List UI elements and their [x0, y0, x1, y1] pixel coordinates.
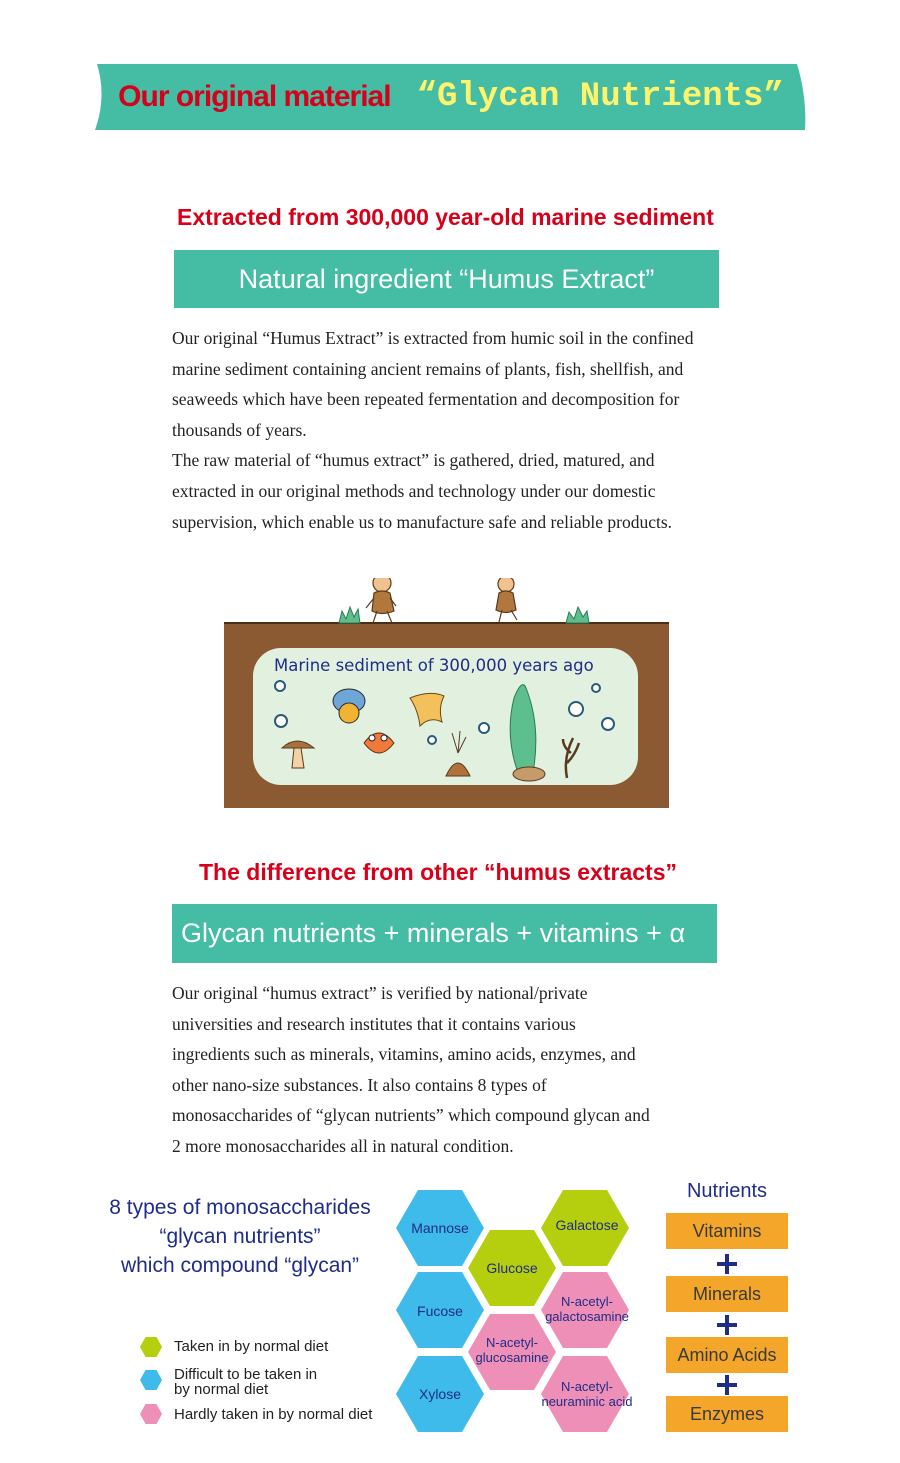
sugar-galactosamine: N-acetyl- galactosamine: [545, 1294, 629, 1324]
section1-title: Natural ingredient “Humus Extract”: [238, 263, 655, 294]
sugar-glucose: Glucose: [486, 1260, 538, 1276]
sugar-glucosamine: N-acetyl- glucosamine: [475, 1335, 549, 1365]
sediment-illustration: [224, 578, 669, 808]
legend-label: Difficult to be taken in by normal diet: [174, 1366, 318, 1398]
sugar-xylose: Xylose: [418, 1386, 462, 1402]
paragraph-line: thousands of years.: [172, 419, 307, 440]
legend-label: Hardly taken in by normal diet: [174, 1406, 373, 1423]
legend-label: Taken in by normal diet: [174, 1338, 329, 1355]
sugar-neuraminic: N-acetyl- neuraminic acid: [541, 1379, 633, 1409]
title-banner: [95, 64, 807, 130]
paragraph-line: seaweeds which have been repeated fermentation and decomposition for: [172, 389, 680, 410]
nutrient-label: Minerals: [692, 1283, 762, 1304]
plus-icon: [713, 1250, 741, 1278]
paragraph-line: marine sediment containing ancient remains of plants, fish, shellfish, and: [172, 358, 684, 379]
legend-item-normal-diet: [140, 1337, 410, 1357]
monosaccharides-title-line: “glycan nutrients”: [159, 1225, 321, 1248]
plus-icon: [713, 1371, 741, 1399]
section2-title: Glycan nutrients + minerals + vitamins + α: [181, 918, 686, 948]
paragraph-line: supervision, which enable us to manufacture safe and reliable products.: [172, 511, 673, 532]
green-hexagon-icon: [140, 1337, 162, 1357]
blue-hexagon-icon: [140, 1370, 162, 1390]
paragraph-line: extracted in our original methods and technology under our domestic: [172, 480, 656, 501]
paragraph-line: Our original “Humus Extract” is extracted from humic soil in the confined: [172, 328, 694, 348]
nutrients-title: Nutrients: [686, 1180, 768, 1202]
section1-heading: Extracted from 300,000 year-old marine sediment: [177, 204, 714, 230]
nutrient-label: Amino Acids: [677, 1344, 777, 1365]
paragraph-line: 2 more monosaccharides all in natural condition.: [172, 1135, 514, 1156]
nutrient-vitamins: [666, 1213, 788, 1249]
banner-title-part1: Our original material: [118, 80, 391, 113]
nutrient-minerals: [666, 1276, 788, 1312]
monosaccharides-title: [85, 1193, 395, 1280]
monosaccharides-title-line: 8 types of monosaccharides: [109, 1196, 371, 1219]
monosaccharides-title-line: which compound “glycan”: [120, 1254, 360, 1277]
section2-heading: The difference from other “humus extracts”: [199, 859, 677, 885]
sugar-fucose: Fucose: [417, 1303, 463, 1319]
paragraph-line: monosaccharides of “glycan nutrients” which compound glycan and: [172, 1105, 650, 1126]
section1-title-box: [174, 250, 719, 308]
caveman-1: [366, 578, 396, 623]
legend-item-difficult: [140, 1367, 410, 1397]
paragraph-line: The raw material of “humus extract” is gathered, dried, matured, and: [172, 450, 655, 471]
section2-title-box: [172, 904, 717, 963]
nutrient-label: Enzymes: [689, 1403, 765, 1424]
sugar-mannose: Mannose: [411, 1220, 469, 1236]
sediment-drawing: [224, 578, 669, 808]
plus-icon: [713, 1311, 741, 1339]
paragraph-line: Our original “humus extract” is verified by national/private: [172, 983, 588, 1003]
legend: [140, 1337, 410, 1424]
section1-paragraph: [172, 323, 782, 537]
nutrient-enzymes: [666, 1396, 788, 1432]
banner-title-part2: “Glycan Nutrients”: [416, 78, 784, 116]
nutrient-amino-acids: [666, 1337, 788, 1373]
section2-paragraph: [172, 978, 752, 1162]
pink-hexagon-icon: [140, 1404, 162, 1424]
paragraph-line: universities and research institutes that it contains various: [172, 1013, 576, 1034]
paragraph-line: other nano-size substances. It also contains 8 types of: [172, 1074, 547, 1095]
nutrient-label: Vitamins: [692, 1220, 762, 1241]
sediment-caption: Marine sediment of 300,000 years ago: [274, 656, 594, 675]
caveman-2: [496, 578, 517, 622]
paragraph-line: ingredients such as minerals, vitamins, amino acids, enzymes, and: [172, 1044, 636, 1065]
legend-item-hardly: [140, 1404, 410, 1424]
sugar-galactose: Galactose: [555, 1217, 619, 1233]
